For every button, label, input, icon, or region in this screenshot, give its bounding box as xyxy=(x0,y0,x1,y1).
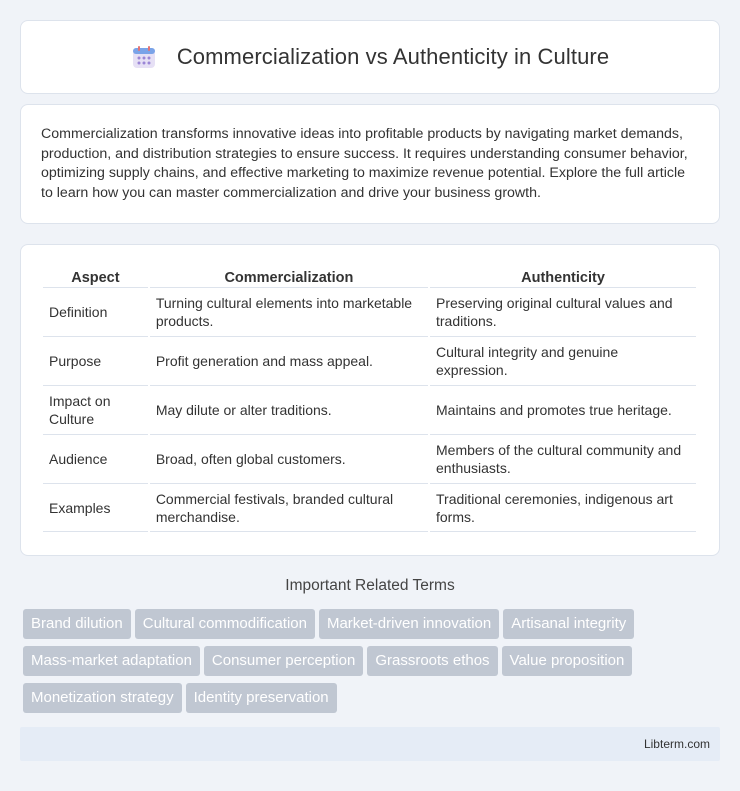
intro-card xyxy=(20,104,720,224)
table-cell: Examples xyxy=(43,483,148,532)
table-row xyxy=(43,434,696,483)
table-cell: Purpose xyxy=(43,336,148,385)
comparison-card xyxy=(20,244,720,556)
column-header: Commercialization xyxy=(224,270,354,286)
table-cell: May dilute or alter traditions. xyxy=(150,385,428,434)
table-cell: Traditional ceremonies, indigenous art forms. xyxy=(430,483,696,532)
related-term-tag[interactable]: Cultural commodification xyxy=(135,609,315,639)
table-cell: Preserving original cultural values and traditions. xyxy=(430,287,696,336)
related-term-tag[interactable]: Identity preservation xyxy=(186,683,337,713)
comparison-table xyxy=(41,265,698,532)
table-row xyxy=(43,483,696,532)
related-term-tag[interactable]: Mass-market adaptation xyxy=(23,646,200,676)
calendar-icon xyxy=(131,44,157,70)
table-cell: Audience xyxy=(43,434,148,483)
column-header: Authenticity xyxy=(521,270,605,286)
intro-text: Commercialization transforms innovative ideas into profitable products by navigating market demands, production, and distribution strategies to ensure success. It requires understanding consumer behavior, optimizing supply chains, and effective marketing to maximize revenue potential. Explore the full article to learn how you can master commercialization and drive your business growth. xyxy=(41,126,688,201)
related-term-tag[interactable]: Brand dilution xyxy=(23,609,131,639)
table-cell: Broad, often global customers. xyxy=(150,434,428,483)
table-cell: Members of the cultural community and enthusiasts. xyxy=(430,434,696,483)
table-cell: Cultural integrity and genuine expression. xyxy=(430,336,696,385)
table-header-row xyxy=(43,265,696,287)
title-card xyxy=(20,20,720,94)
related-terms-title: Important Related Terms xyxy=(285,577,455,594)
table-cell: Impact on Culture xyxy=(43,385,148,434)
related-term-tag[interactable]: Consumer perception xyxy=(204,646,363,676)
column-header: Aspect xyxy=(71,270,120,286)
table-cell: Maintains and promotes true heritage. xyxy=(430,385,696,434)
footer xyxy=(20,727,720,761)
related-term-tag[interactable]: Artisanal integrity xyxy=(503,609,634,639)
table-cell: Commercial festivals, branded cultural merchandise. xyxy=(150,483,428,532)
table-row xyxy=(43,385,696,434)
table-row xyxy=(43,336,696,385)
footer-site-link[interactable]: Libterm.com xyxy=(643,737,710,751)
page-title: Commercialization vs Authenticity in Culture xyxy=(176,44,610,69)
related-term-tag[interactable]: Value proposition xyxy=(502,646,633,676)
related-term-tag[interactable]: Grassroots ethos xyxy=(367,646,497,676)
related-terms-list xyxy=(23,609,723,720)
related-term-tag[interactable]: Monetization strategy xyxy=(23,683,182,713)
related-term-tag[interactable]: Market-driven innovation xyxy=(319,609,499,639)
table-cell: Definition xyxy=(43,287,148,336)
table-row xyxy=(43,287,696,336)
table-cell: Profit generation and mass appeal. xyxy=(150,336,428,385)
table-cell: Turning cultural elements into marketable products. xyxy=(150,287,428,336)
